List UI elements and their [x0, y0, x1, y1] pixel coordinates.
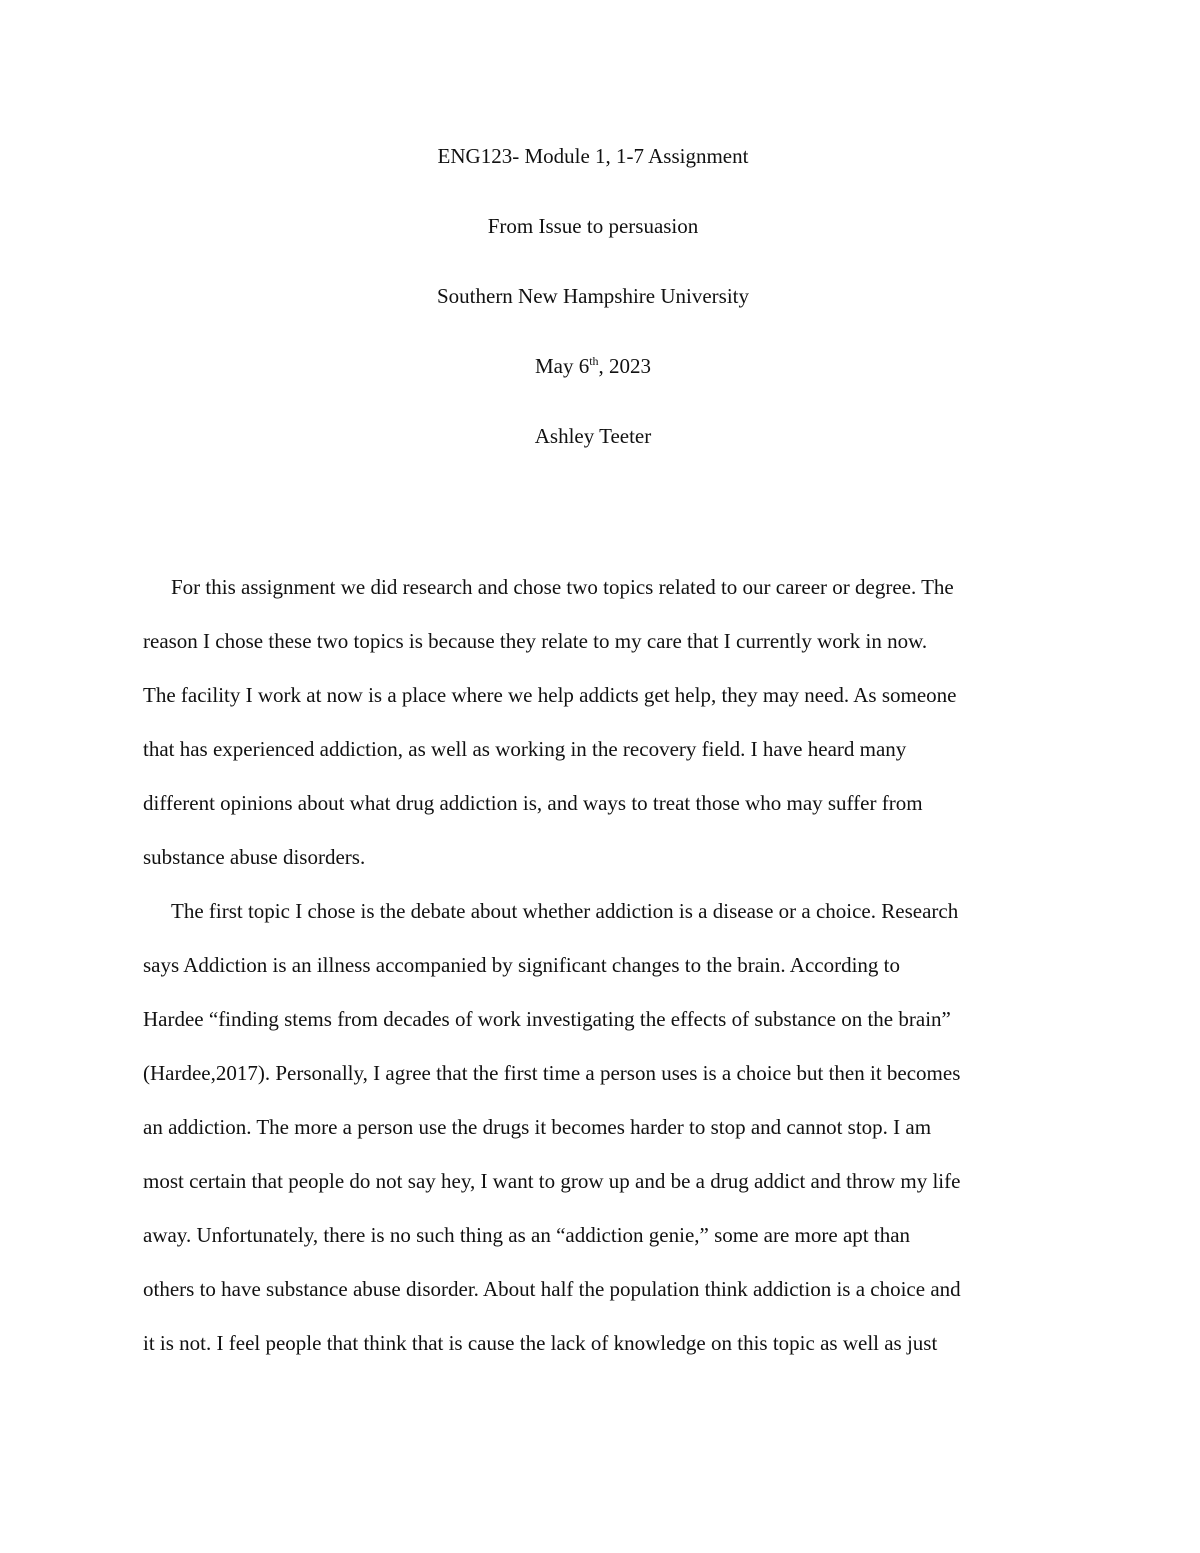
- institution-name: Southern New Hampshire University: [436, 284, 750, 308]
- text-line: most certain that people do not say hey, I want to grow up and be a drug addict and throw my life: [143, 1169, 961, 1193]
- text-line: says Addiction is an illness accompanied by significant changes to the brain. According to: [143, 953, 900, 977]
- submission-date: [0, 352, 1186, 422]
- paragraph-intro: [143, 560, 1073, 884]
- course-heading: ENG123- Module 1, 1-7 Assignment: [437, 144, 749, 168]
- text-line: The first topic I chose is the debate about whether addiction is a disease or a choice. Research: [171, 899, 959, 923]
- text-line: reason I chose these two topics is because they relate to my care that I currently work in now.: [143, 629, 928, 653]
- text-line: away. Unfortunately, there is no such thing as an “addiction genie,” some are more apt than: [143, 1223, 911, 1247]
- text-line: For this assignment we did research and chose two topics related to our career or degree. The: [171, 575, 954, 599]
- text-line: The facility I work at now is a place where we help addicts get help, they may need. As someone: [143, 683, 957, 707]
- body-text: [143, 560, 1073, 1370]
- text-line: different opinions about what drug addiction is, and ways to treat those who may suffer from: [143, 791, 923, 815]
- date-year: , 2023: [598, 354, 652, 378]
- text-line: it is not. I feel people that think that is cause the lack of knowledge on this topic as well as just: [143, 1331, 938, 1355]
- paragraph-first-topic: [143, 884, 1073, 1370]
- text-line: Hardee “finding stems from decades of work investigating the effects of substance on the brain”: [143, 1007, 951, 1031]
- text-line: substance abuse disorders.: [143, 845, 366, 869]
- text-line: an addiction. The more a person use the drugs it becomes harder to stop and cannot stop. I am: [143, 1115, 932, 1139]
- date-superscript: th: [589, 354, 599, 368]
- date-month-day: May 6: [534, 354, 590, 378]
- paper-title: From Issue to persuasion: [487, 214, 699, 238]
- text-line: that has experienced addiction, as well as working in the recovery field. I have heard many: [143, 737, 907, 761]
- title-page-block: [0, 142, 1186, 492]
- author-name: Ashley Teeter: [534, 424, 652, 448]
- text-line: (Hardee,2017). Personally, I agree that the first time a person uses is a choice but then it becomes: [143, 1061, 961, 1085]
- text-line: others to have substance abuse disorder. About half the population think addiction is a choice and: [143, 1277, 961, 1301]
